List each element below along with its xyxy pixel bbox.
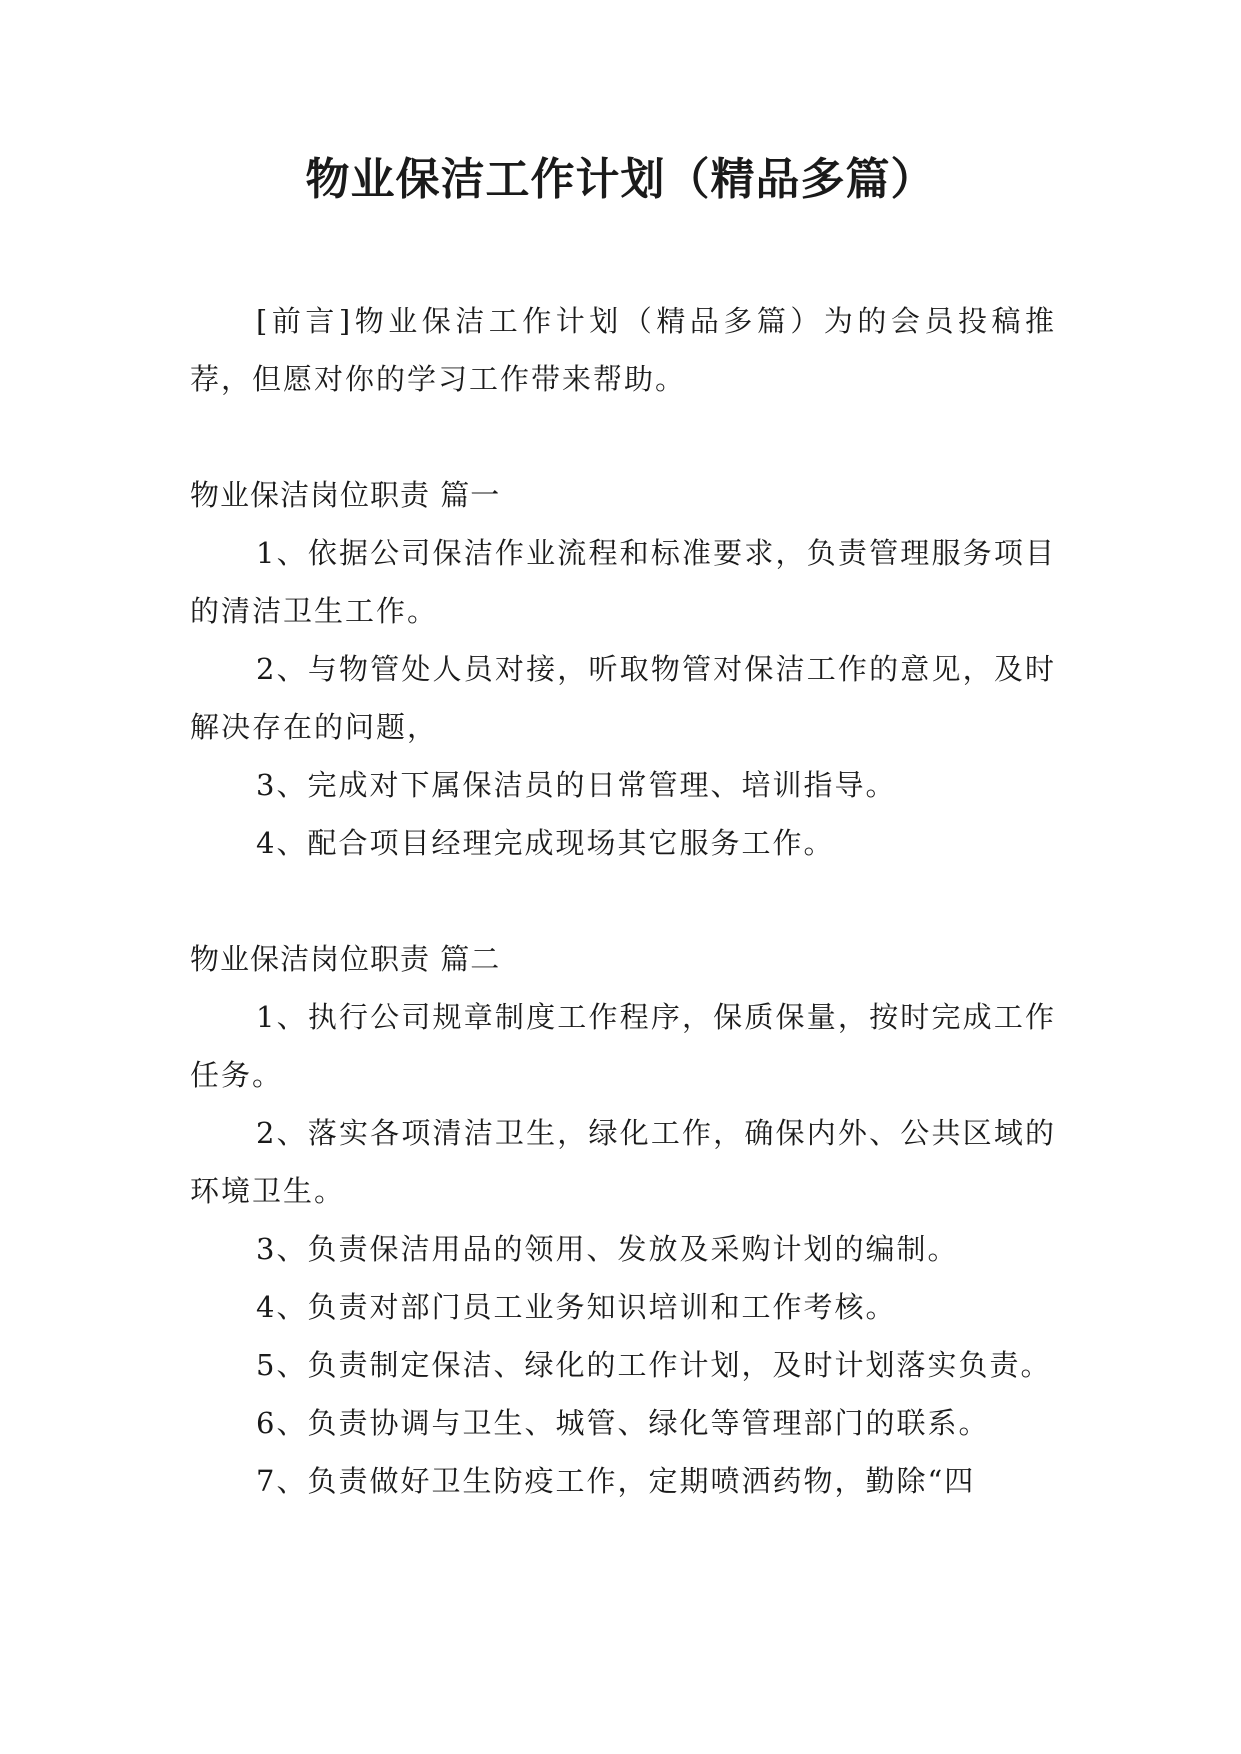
list-item: 3、完成对下属保洁员的日常管理、培训指导。 bbox=[256, 768, 897, 802]
list-item: 2、落实各项清洁卫生，绿化工作，确保内外、公共区域的环境卫生。 bbox=[190, 1116, 1056, 1208]
document-title: 物业保洁工作计划（精品多篇） bbox=[305, 154, 936, 205]
list-item: 5、负责制定保洁、绿化的工作计划，及时计划落实负责。 bbox=[256, 1348, 1052, 1382]
list-item: 6、负责协调与卫生、城管、绿化等管理部门的联系。 bbox=[256, 1406, 990, 1440]
list-item: 3、负责保洁用品的领用、发放及采购计划的编制。 bbox=[256, 1232, 959, 1266]
list-item: 4、负责对部门员工业务知识培训和工作考核。 bbox=[256, 1290, 897, 1324]
section-heading-2: 物业保洁岗位职责 篇二 bbox=[190, 942, 501, 976]
preface-paragraph: [前言]物业保洁工作计划（精品多篇）为的会员投稿推荐，但愿对你的学习工作带来帮助。 bbox=[190, 304, 1056, 396]
list-item: 7、负责做好卫生防疫工作，定期喷洒药物，勤除“四 bbox=[256, 1464, 976, 1498]
list-item: 4、配合项目经理完成现场其它服务工作。 bbox=[256, 826, 835, 860]
list-item: 1、执行公司规章制度工作程序，保质保量，按时完成工作任务。 bbox=[190, 1000, 1056, 1092]
document-body bbox=[190, 292, 1056, 1510]
list-item: 2、与物管处人员对接，听取物管对保洁工作的意见，及时解决存在的问题， bbox=[190, 652, 1056, 744]
list-item: 1、依据公司保洁作业流程和标准要求，负责管理服务项目的清洁卫生工作。 bbox=[190, 536, 1056, 628]
section-heading-1: 物业保洁岗位职责 篇一 bbox=[190, 478, 501, 512]
